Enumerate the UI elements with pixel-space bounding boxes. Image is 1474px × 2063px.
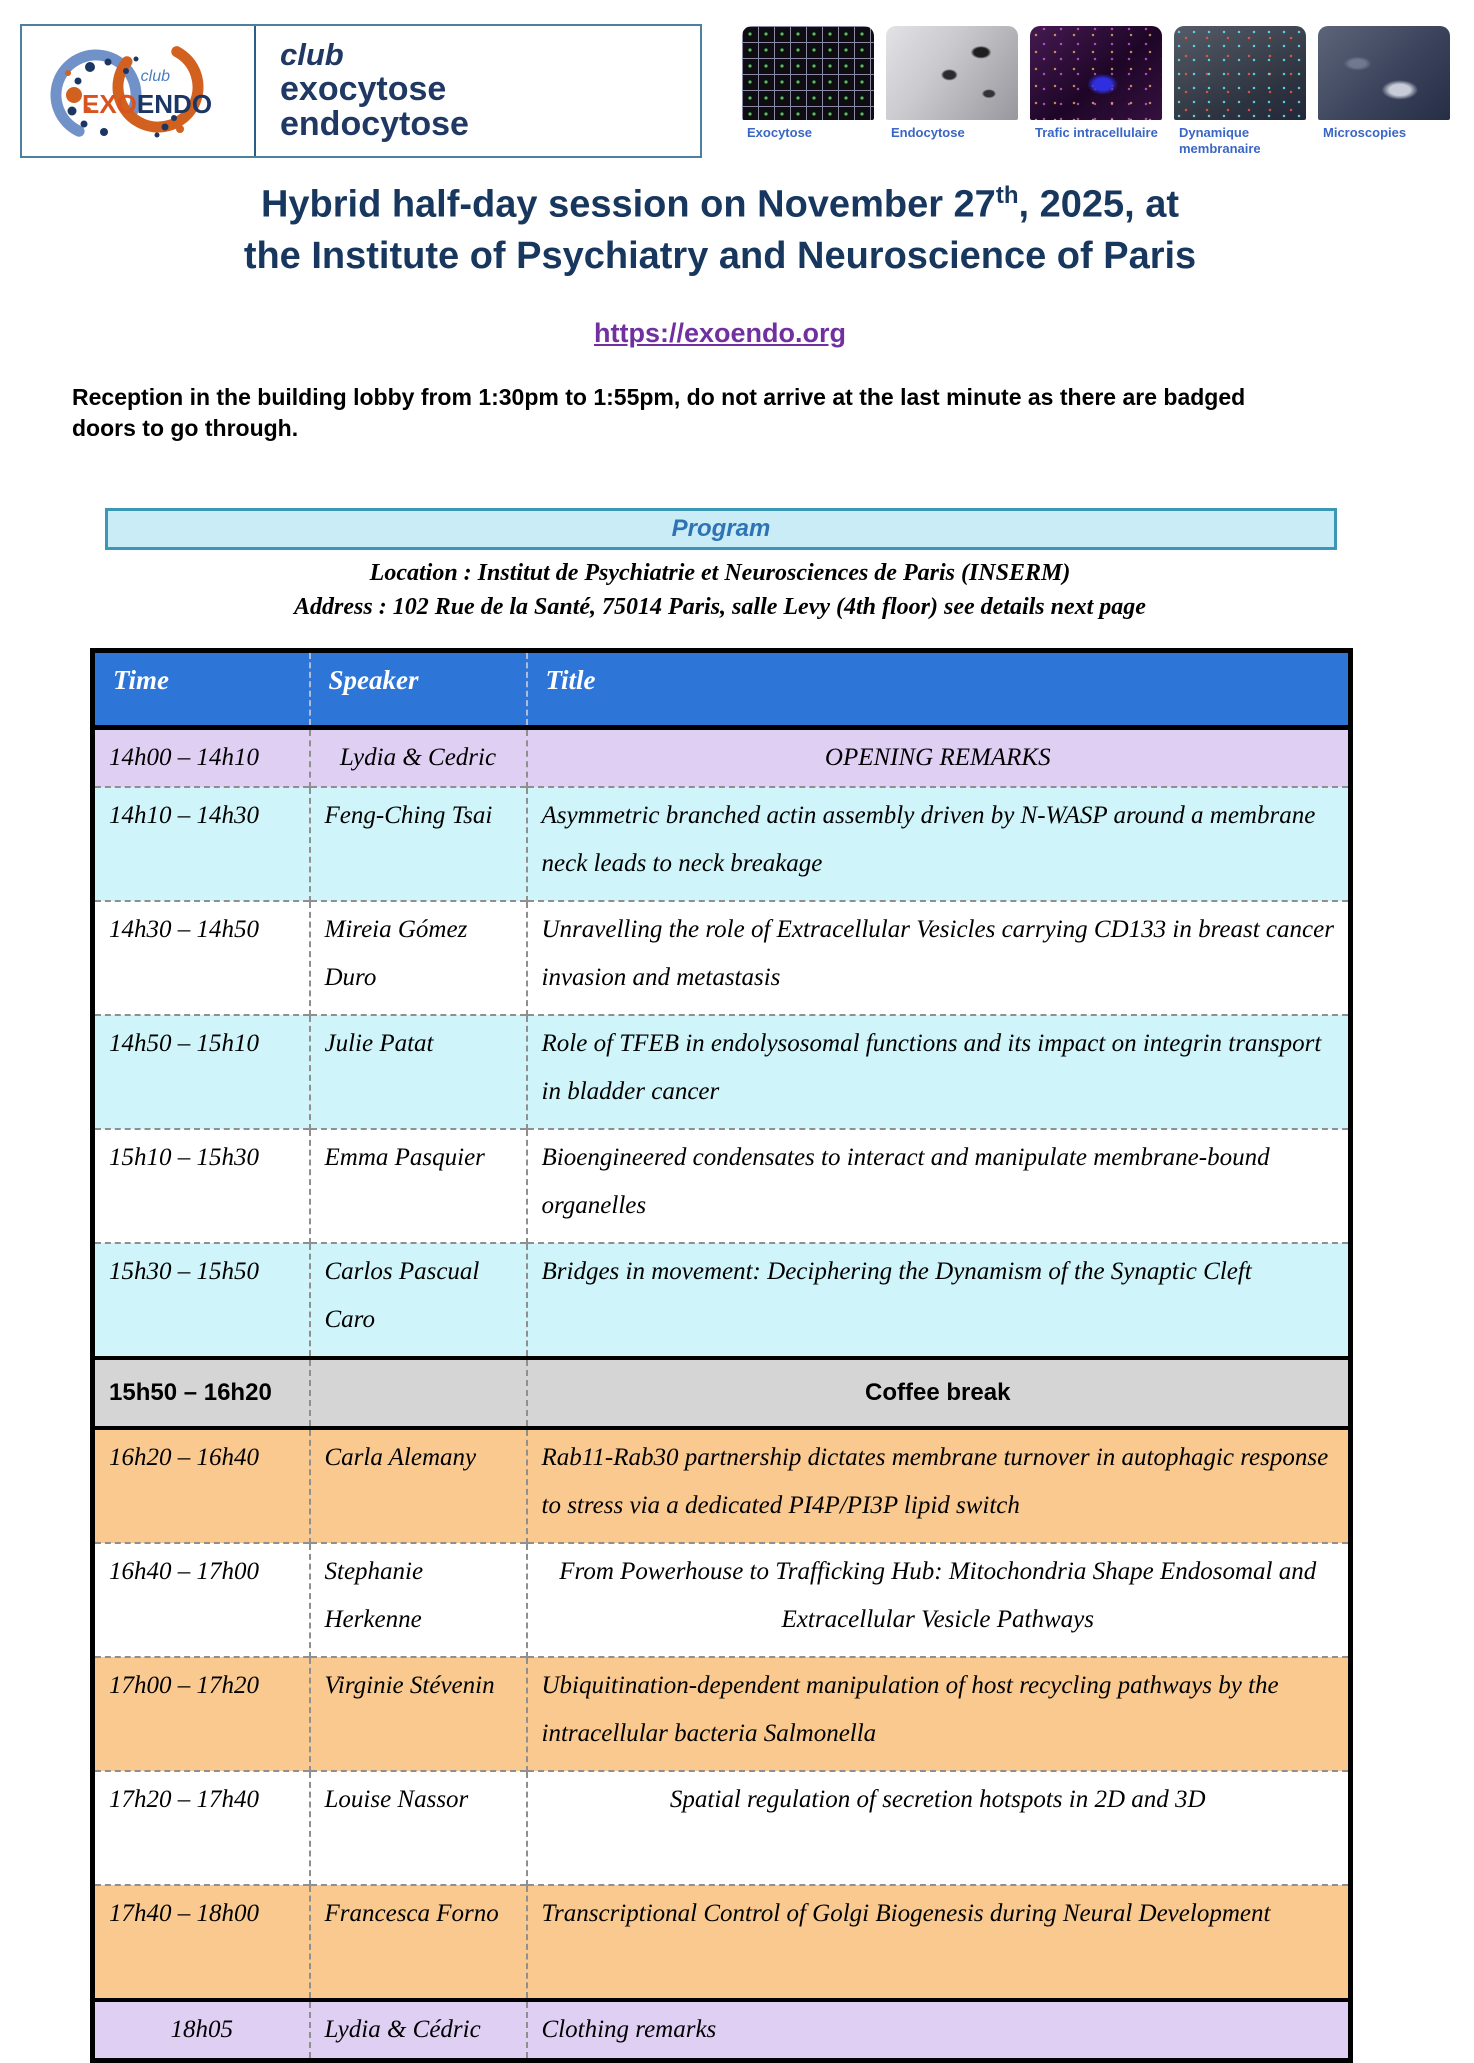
time-cell: 16h20 – 16h40: [93, 1428, 310, 1543]
endocytose-thumbnail-image: [886, 26, 1018, 120]
speaker-cell: Julie Patat: [310, 1015, 527, 1129]
title-cell: OPENING REMARKS: [527, 728, 1351, 788]
dynamique-thumbnail-image: [1174, 26, 1306, 120]
section-thumbnails-strip: [742, 26, 1450, 156]
session-row: [93, 1771, 1351, 1885]
title-cell: Spatial regulation of secretion hotspots in 2D and 3D: [527, 1771, 1351, 1885]
title-cell: From Powerhouse to Trafficking Hub: Mitochondria Shape Endosomal and Extracellular Vesicle Pathways: [527, 1543, 1351, 1657]
session-row: [93, 1543, 1351, 1657]
logo-wordmark: [280, 39, 469, 143]
logo-badge-wordmark: EXOENDO: [82, 89, 213, 119]
session-row: [93, 1885, 1351, 2000]
session-row: [93, 2000, 1351, 2061]
exocytose-thumbnail-image: [742, 26, 874, 120]
title-cell: Coffee break: [527, 1358, 1351, 1428]
program-heading-bar: [105, 508, 1337, 550]
title-cell: Bridges in movement: Deciphering the Dynamism of the Synaptic Cleft: [527, 1243, 1351, 1358]
title-cell: Bioengineered condensates to interact and manipulate membrane-bound organelles: [527, 1129, 1351, 1243]
title-cell: Role of TFEB in endolysosomal functions and its impact on integrin transport in bladder cancer: [527, 1015, 1351, 1129]
session-row: [93, 1657, 1351, 1771]
time-cell: 15h30 – 15h50: [93, 1243, 310, 1358]
site-link-row: [60, 318, 1380, 349]
address-line: Address : 102 Rue de la Santé, 75014 Paris, salle Levy (4th floor) see details next page: [294, 594, 1146, 620]
title-cell: Ubiquitination-dependent manipulation of host recycling pathways by the intracellular bacteria Salmonella: [527, 1657, 1351, 1771]
trafic-thumbnail-image: [1030, 26, 1162, 120]
session-row: [93, 901, 1351, 1015]
speaker-cell: Lydia & Cedric: [310, 728, 527, 788]
session-row: [93, 1428, 1351, 1543]
header-time: Time: [93, 651, 310, 728]
title-line1: Hybrid half-day session on November 27th, 2025, at: [260, 182, 1180, 226]
time-cell: 14h50 – 15h10: [93, 1015, 310, 1129]
club-exoendo-logo-box: [20, 24, 702, 158]
header-speaker: Speaker: [310, 651, 527, 728]
speaker-cell: Carla Alemany: [310, 1428, 527, 1543]
title-cell: Unravelling the role of Extracellular Vesicles carrying CD133 in breast cancer invasion and metastasis: [527, 901, 1351, 1015]
program-table-body: [93, 728, 1351, 2061]
thumbnail-card-dynamique: [1174, 26, 1306, 156]
speaker-cell: Carlos Pascual Caro: [310, 1243, 527, 1358]
session-row: [93, 1243, 1351, 1358]
reception-notice: Reception in the building lobby from 1:30pm to 1:55pm, do not arrive at the last minute as there are badged doors to go through.: [72, 384, 1246, 441]
microscopies-thumbnail-image: [1318, 26, 1450, 120]
time-cell: 18h05: [93, 2000, 310, 2061]
logo-badge-club-label: club: [140, 68, 170, 85]
session-row: [93, 787, 1351, 901]
thumbnail-label: Trafic intracellulaire: [1030, 120, 1162, 155]
thumbnail-label: Exocytose: [742, 120, 874, 155]
time-cell: 15h50 – 16h20: [93, 1358, 310, 1428]
thumbnail-label: Endocytose: [886, 120, 1018, 155]
session-row: [93, 1129, 1351, 1243]
title-cell: Rab11-Rab30 partnership dictates membrane turnover in autophagic response to stress via a dedicated PI4P/PI3P lipid switch: [527, 1428, 1351, 1543]
table-header-row: [93, 651, 1351, 728]
time-cell: 16h40 – 17h00: [93, 1543, 310, 1657]
program-table: [90, 648, 1353, 2063]
speaker-cell: Francesca Forno: [310, 1885, 527, 2000]
time-cell: 17h20 – 17h40: [93, 1771, 310, 1885]
speaker-cell: Lydia & Cédric: [310, 2000, 527, 2061]
club-exoendo-logo: [36, 29, 248, 153]
thumbnail-card-exocytose: [742, 26, 874, 156]
speaker-cell: Stephanie Herkenne: [310, 1543, 527, 1657]
time-cell: 14h00 – 14h10: [93, 728, 310, 788]
title-cell: Asymmetric branched actin assembly driven by N-WASP around a membrane neck leads to neck breakage: [527, 787, 1351, 901]
wordmark-club: club: [280, 37, 344, 73]
session-row: [93, 728, 1351, 788]
thumbnail-label: Dynamique membranaire: [1174, 120, 1306, 156]
time-cell: 14h10 – 14h30: [93, 787, 310, 901]
wordmark-endocytose: endocytose: [280, 105, 469, 144]
program-heading: Program: [671, 515, 771, 542]
thumbnail-card-microscopies: [1318, 26, 1450, 156]
logo-divider: [254, 26, 256, 156]
site-link[interactable]: https://exoendo.org: [594, 318, 846, 348]
time-cell: 14h30 – 14h50: [93, 901, 310, 1015]
speaker-cell: Mireia Gómez Duro: [310, 901, 527, 1015]
thumbnail-label: Microscopies: [1318, 120, 1450, 155]
time-cell: 17h40 – 18h00: [93, 1885, 310, 2000]
speaker-cell: Emma Pasquier: [310, 1129, 527, 1243]
speaker-cell: Louise Nassor: [310, 1771, 527, 1885]
time-cell: 15h10 – 15h30: [93, 1129, 310, 1243]
coffee-break-row: [93, 1358, 1351, 1428]
title-line2: the Institute of Psychiatry and Neuroscience of Paris: [243, 234, 1197, 277]
speaker-cell: [310, 1358, 527, 1428]
header-title: Title: [527, 651, 1351, 728]
speaker-cell: Feng-Ching Tsai: [310, 787, 527, 901]
wordmark-exocytose: exocytose: [280, 69, 447, 108]
title-cell: Clothing remarks: [527, 2000, 1351, 2061]
location-line: Location : Institut de Psychiatrie et Neurosciences de Paris (INSERM): [369, 560, 1071, 586]
title-cell: Transcriptional Control of Golgi Biogenesis during Neural Development: [527, 1885, 1351, 2000]
speaker-cell: Virginie Stévenin: [310, 1657, 527, 1771]
thumbnail-card-trafic: [1030, 26, 1162, 156]
page-title: [60, 170, 1380, 282]
time-cell: 17h00 – 17h20: [93, 1657, 310, 1771]
thumbnail-card-endocytose: [886, 26, 1018, 156]
session-row: [93, 1015, 1351, 1129]
